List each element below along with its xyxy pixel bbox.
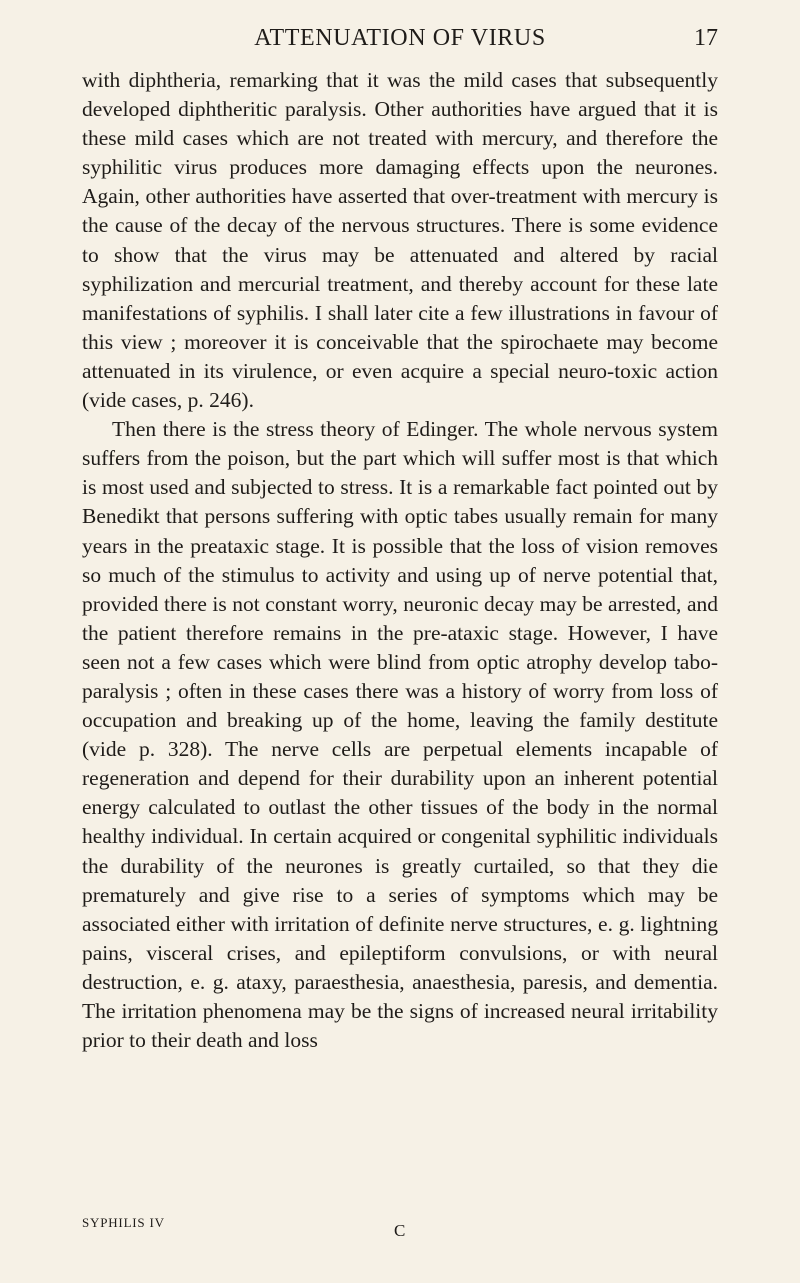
page-number: 17 [694, 25, 718, 51]
running-head [82, 18, 718, 58]
paragraph-stress-theory: Then there is the stress theory of Edinger. The whole nervous system suffers from the poison, but the part which will suffer most is that which is most used and subjected to stress. It is a remarkable fact pointed out by Benedikt that persons suffering with optic tabes usually remain for many years in the preataxic stage. It is possible that the loss of vision removes so much of the stimulus to activity and using up of nerve potential that, provided there is not constant worry, neuronic decay may be arrested, and the patient therefore remains in the pre-ataxic stage. However, I have seen not a few cases which were blind from optic atrophy develop tabo-paralysis ; often in these cases there was a history of worry from loss of occupation and breaking up of the home, leaving the family destitute (vide p. 328). The nerve cells are perpetual elements incapable of regeneration and depend for their durability upon an inherent potential energy calculated to outlast the other tissues of the body in the normal healthy individual. In certain acquired or congenital syphilitic individuals the durability of the neurones is greatly curtailed, so that they die prematurely and give rise to a series of symptoms which may be associated either with irritation of definite nerve structures, e. g. lightning pains, visceral crises, and epileptiform convulsions, or with neural destruction, e. g. ataxy, paraesthesia, anaesthesia, paresis, and dementia. The irritation phenomena may be the signs of increased neural irritability prior to their death and loss [82, 417, 718, 1053]
page-footer [82, 1215, 718, 1245]
signature-label: SYPHILIS IV [82, 1215, 165, 1230]
running-title: ATTENUATION OF VIRUS [254, 25, 546, 51]
signature-mark: C [394, 1221, 406, 1240]
body-text [82, 66, 718, 1055]
paragraph-continued: with diphtheria, remarking that it was the mild cases that subsequently developed diphtheritic paralysis. Other authorities have argued that it is these mild cases which are not treated with mercury, and therefore the syphilitic virus produces more damaging effects upon the neurones. Again, other authorities have asserted that over-treatment with mercury is the cause of the decay of the nervous structures. There is some evidence to show that the virus may be attenuated and altered by racial syphilization and mercurial treatment, and thereby account for these late manifestations of syphilis. I shall later cite a few illustrations in favour of this view ; moreover it is conceivable that the spirochaete may become attenuated in its virulence, or even acquire a special neuro-toxic action (vide cases, p. 246). [82, 68, 718, 413]
